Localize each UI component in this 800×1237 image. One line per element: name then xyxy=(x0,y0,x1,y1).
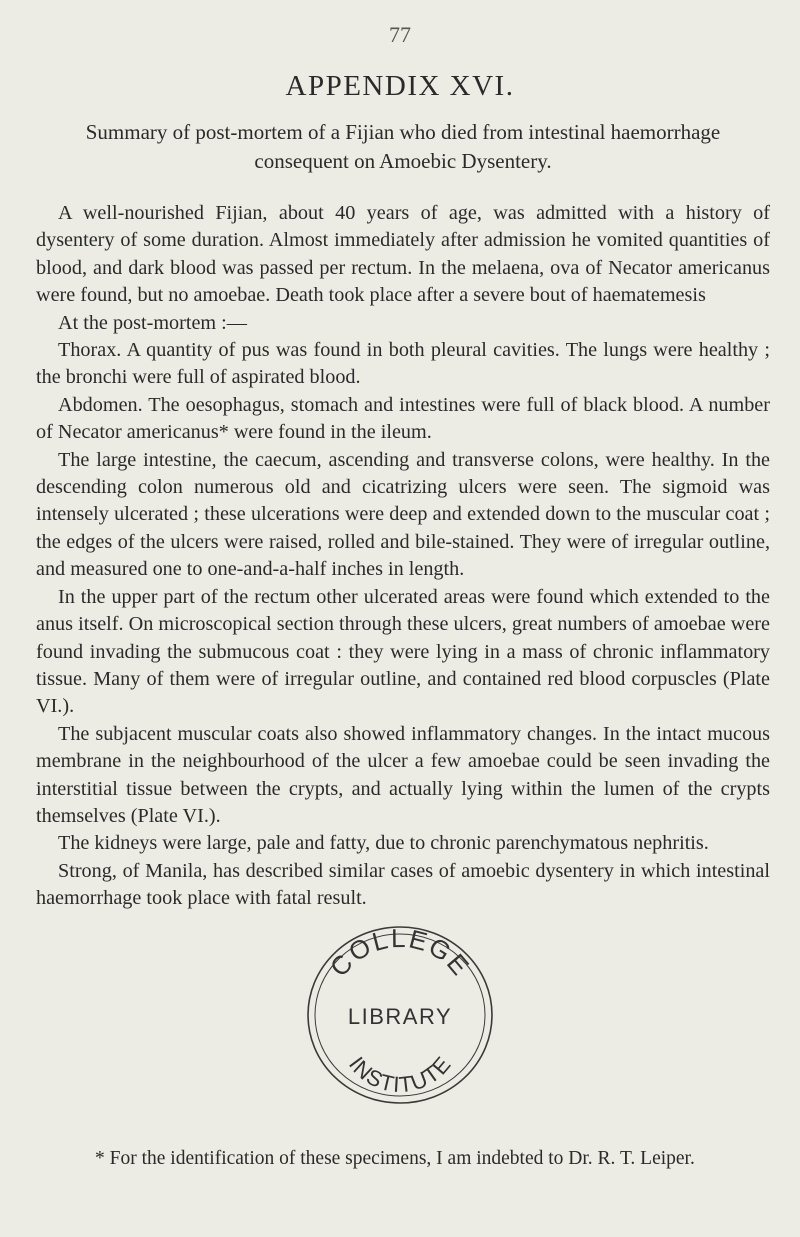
stamp-bottom-text: INSTITUTE xyxy=(343,1051,457,1098)
paragraph-thorax: Thorax. A quantity of pus was found in both pleural cavities. The lungs were healthy ; the bronchi were full of aspirated blood. xyxy=(36,339,770,389)
summary-heading: Summary of post-mortem of a Fijian who died from intestinal haemorrhage consequent on Amoebic Dysentery. xyxy=(85,120,721,173)
paragraph-strong: Strong, of Manila, has described similar cases of amoebic dysentery in which intestinal haemorrhage took place with fatal result. xyxy=(36,859,770,910)
page-number: 77 xyxy=(389,22,411,47)
paragraph-post-mortem: At the post-mortem :— xyxy=(58,311,247,334)
body-text xyxy=(36,200,770,913)
stamp-top-text: COLLEGE xyxy=(323,922,477,983)
svg-text:INSTITUTE xyxy=(344,1051,456,1097)
stamp-middle-text: LIBRARY xyxy=(347,1004,453,1029)
footnote: * For the identification of these specimens, I am indebted to Dr. R. T. Leiper. xyxy=(95,1148,695,1169)
paragraph-muscular-coats: The subjacent muscular coats also showed inflammatory changes. In the intact mucous membrane in the neighbourhood of the ulcer a few amoebae could be seen invading the interstitial tissue between the crypts, and actually lying within the lumen of the crypts themselves (Plate VI.). xyxy=(36,722,770,827)
page-title: APPENDIX XVI. xyxy=(285,70,515,102)
paragraph-large-intestine: The large intestine, the caecum, ascending and transverse colons, were healthy. In the descending colon numerous old and cicatrizing ulcers were seen. The sigmoid was intensely ulcerated ; these ulcerations were deep and extended down to the muscular coat ; the edges of the ulcers were raised, rolled and bile-stained. They were of irregular outline, and measured one to one-and-a-half inches in length. xyxy=(36,448,770,581)
paragraph-history: A well-nourished Fijian, about 40 years of age, was admitted with a history of dysentery of some duration. Almost immediately after admission he vomited quantities of blood, and dark blood was passed per rectum. In the melaena, ova of Necator americanus were found, but no amoebae. Death took place after a severe bout of haematemesis xyxy=(36,202,770,307)
paragraph-abdomen: Abdomen. The oesophagus, stomach and intestines were full of black blood. A number of Necator americanus* were found in the ileum. xyxy=(36,393,770,444)
paragraph-rectum: In the upper part of the rectum other ulcerated areas were found which extended to the anus itself. On microscopical section through these ulcers, great numbers of amoebae were found invading the submucous coat : they were lying in a mass of chronic inflammatory tissue. Many of them were of irregular outline, and contained red blood corpuscles (Plate VI.). xyxy=(36,585,770,718)
paragraph-kidneys: The kidneys were large, pale and fatty, due to chronic parenchymatous nephritis. xyxy=(58,832,709,855)
library-stamp xyxy=(300,920,500,1110)
